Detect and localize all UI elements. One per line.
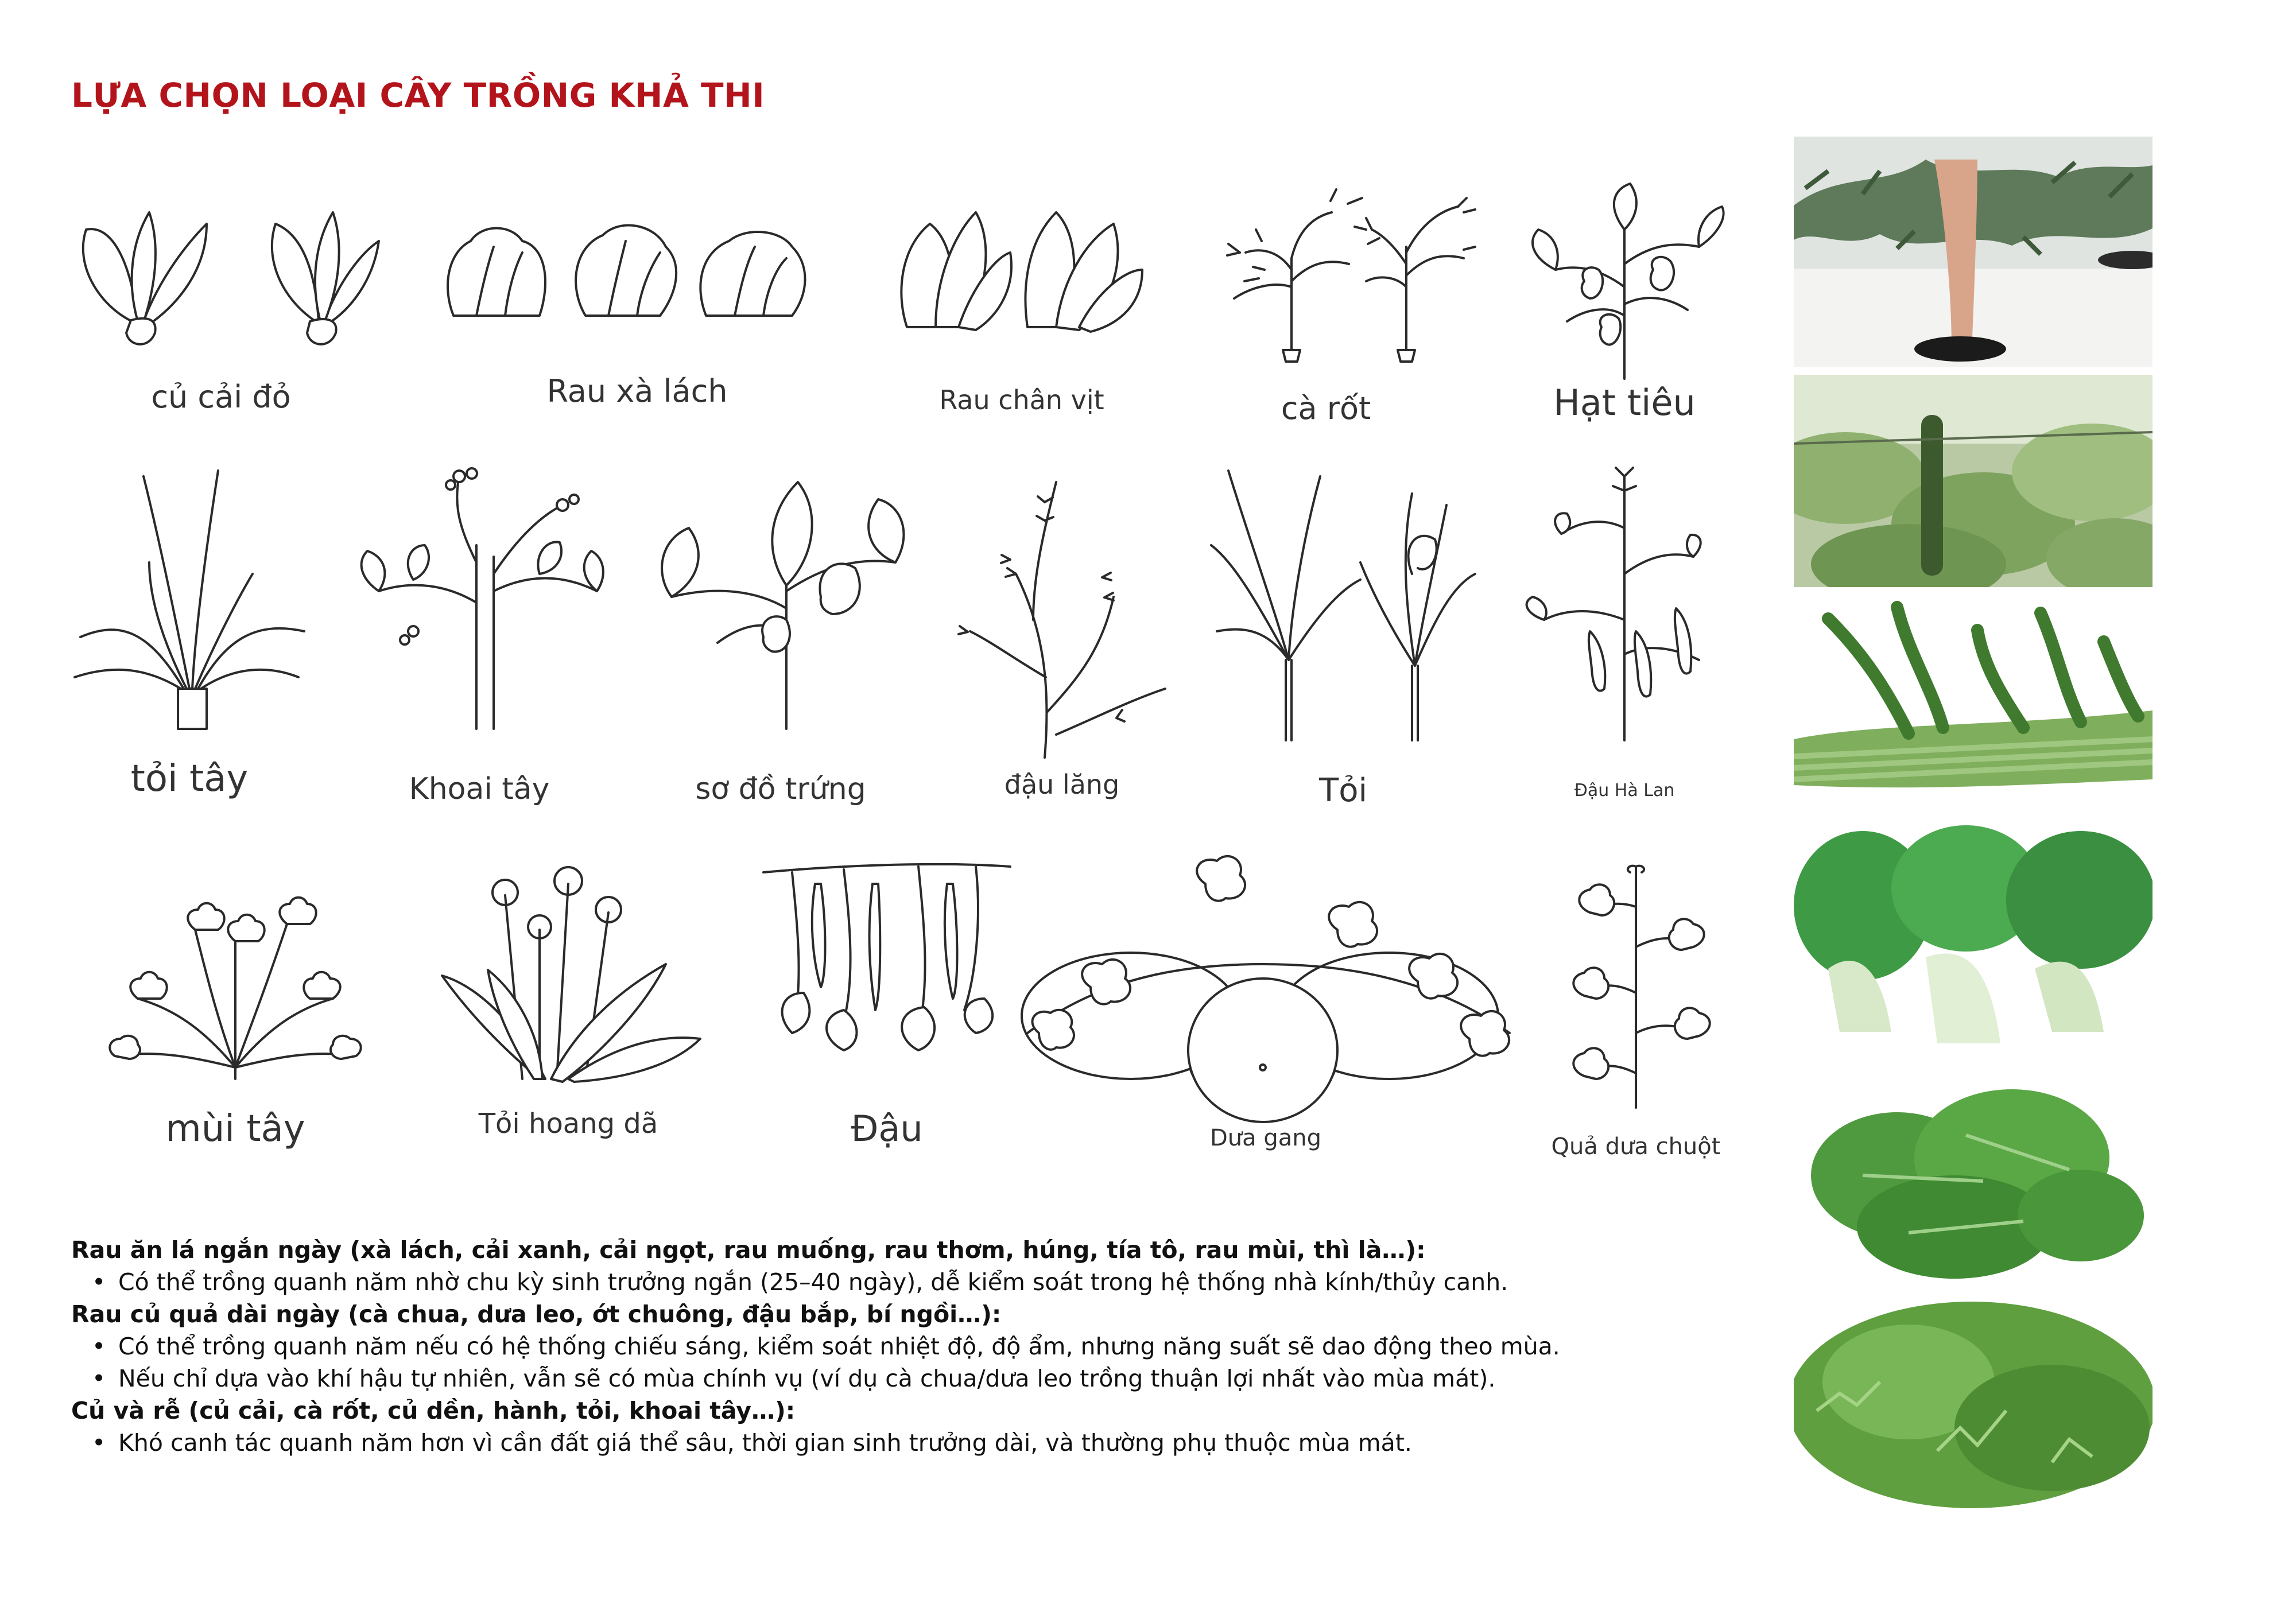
- plant-label: đậu lăng: [1004, 769, 1120, 800]
- carrot-hydroponic-photo: [1794, 137, 2152, 367]
- plant-pepper: [1515, 184, 1733, 430]
- plant-label: Rau chân vịt: [939, 385, 1104, 416]
- plant-label: Rau xà lách: [546, 373, 728, 409]
- cucumber-greenhouse-photo: [1794, 375, 2152, 587]
- note-heading: Rau ăn lá ngắn ngày (xà lách, cải xanh, cải ngọt, rau muống, rau thơm, húng, tía tô, rau mùi, thì là…):: [71, 1236, 1426, 1264]
- plant-label: sơ đồ trứng: [695, 772, 866, 806]
- lettuce-illustration: [436, 207, 838, 333]
- plant-lettuce: [436, 207, 838, 425]
- spinach-photo: [1794, 1066, 2152, 1284]
- leek-illustration: [63, 459, 316, 729]
- plant-parsley: [103, 884, 367, 1171]
- carrot-illustration: [1177, 189, 1475, 362]
- plant-radish: [63, 189, 379, 430]
- plant-cucumber: [1538, 861, 1733, 1171]
- plant-melon: [1016, 861, 1515, 1171]
- plant-pea: [1504, 459, 1745, 826]
- note-bullet: • Nếu chỉ dựa vào khí hậu tự nhiên, vẫn sẽ có mùa chính vụ (ví dụ cà chua/dưa leo trồng thuận lợi nhất vào mùa mát).: [71, 1362, 1736, 1395]
- bok-choy-photo: [1794, 825, 2152, 1055]
- pea-illustration: [1504, 459, 1745, 740]
- page-title: LỰA CHỌN LOẠI CÂY TRỒNG KHẢ THI: [71, 76, 765, 115]
- bean-illustration: [758, 861, 1016, 1090]
- plant-carrot: [1177, 189, 1475, 430]
- plant-eggplant: [649, 459, 913, 826]
- note-bullet: • Khó canh tác quanh năm hơn vì cần đất giá thể sâu, thời gian sinh trưởng dài, và thường phụ thuộc mùa mát.: [71, 1427, 1736, 1459]
- pepper-plant-illustration: [1515, 184, 1733, 379]
- mizuna-greens-photo: [1794, 1296, 2152, 1508]
- plant-garlic: [1205, 459, 1481, 826]
- plant-label: Hạt tiêu: [1553, 382, 1696, 424]
- note-heading: Rau củ quả dài ngày (cà chua, dưa leo, ớt chuông, đậu bắp, bí ngồi…):: [71, 1300, 1002, 1328]
- garlic-illustration: [1205, 459, 1481, 740]
- plant-lentil: [947, 459, 1177, 826]
- plant-label: Tỏi hoang dã: [478, 1108, 658, 1140]
- note-bullet: • Có thể trồng quanh năm nếu có hệ thống chiếu sáng, kiểm soát nhiệt độ, độ ẩm, nhưng năng suất sẽ dao động theo mùa.: [71, 1330, 1736, 1362]
- plant-label: Đậu: [851, 1108, 923, 1150]
- eggplant-illustration: [649, 459, 913, 735]
- plant-bean: [758, 861, 1016, 1171]
- potato-plant-illustration: [344, 459, 614, 735]
- note-heading: Củ và rễ (củ cải, cà rốt, củ dền, hành, tỏi, khoai tây…):: [71, 1397, 796, 1424]
- spinach-illustration: [884, 189, 1159, 339]
- melon-illustration: [1016, 861, 1515, 1090]
- plant-label: củ cải đỏ: [151, 379, 291, 415]
- parsley-illustration: [103, 884, 367, 1079]
- lentil-illustration: [947, 459, 1177, 758]
- wild-garlic-illustration: [425, 861, 712, 1079]
- plant-label: Tỏi: [1318, 772, 1368, 809]
- water-spinach-photo: [1794, 596, 2152, 817]
- plant-label: mùi tây: [165, 1108, 305, 1150]
- plant-wild-garlic: [425, 861, 712, 1171]
- plant-label: Dưa gang: [1209, 1125, 1322, 1151]
- plant-spinach: [884, 189, 1159, 419]
- radish-illustration: [63, 189, 379, 362]
- plant-leek: [63, 459, 316, 826]
- plant-label: Khoai tây: [409, 772, 550, 806]
- growing-notes: [71, 1234, 1736, 1459]
- plant-label: tỏi tây: [130, 758, 249, 800]
- cucumber-vine-illustration: [1538, 861, 1733, 1108]
- plant-label: Quả dưa chuột: [1551, 1133, 1721, 1160]
- note-bullet: • Có thể trồng quanh năm nhờ chu kỳ sinh trưởng ngắn (25–40 ngày), dễ kiểm soát trong hệ thống nhà kính/thủy canh.: [71, 1266, 1736, 1298]
- plant-label: cà rốt: [1281, 390, 1371, 426]
- plant-label: Đậu Hà Lan: [1574, 781, 1675, 801]
- plant-potato: [344, 459, 614, 826]
